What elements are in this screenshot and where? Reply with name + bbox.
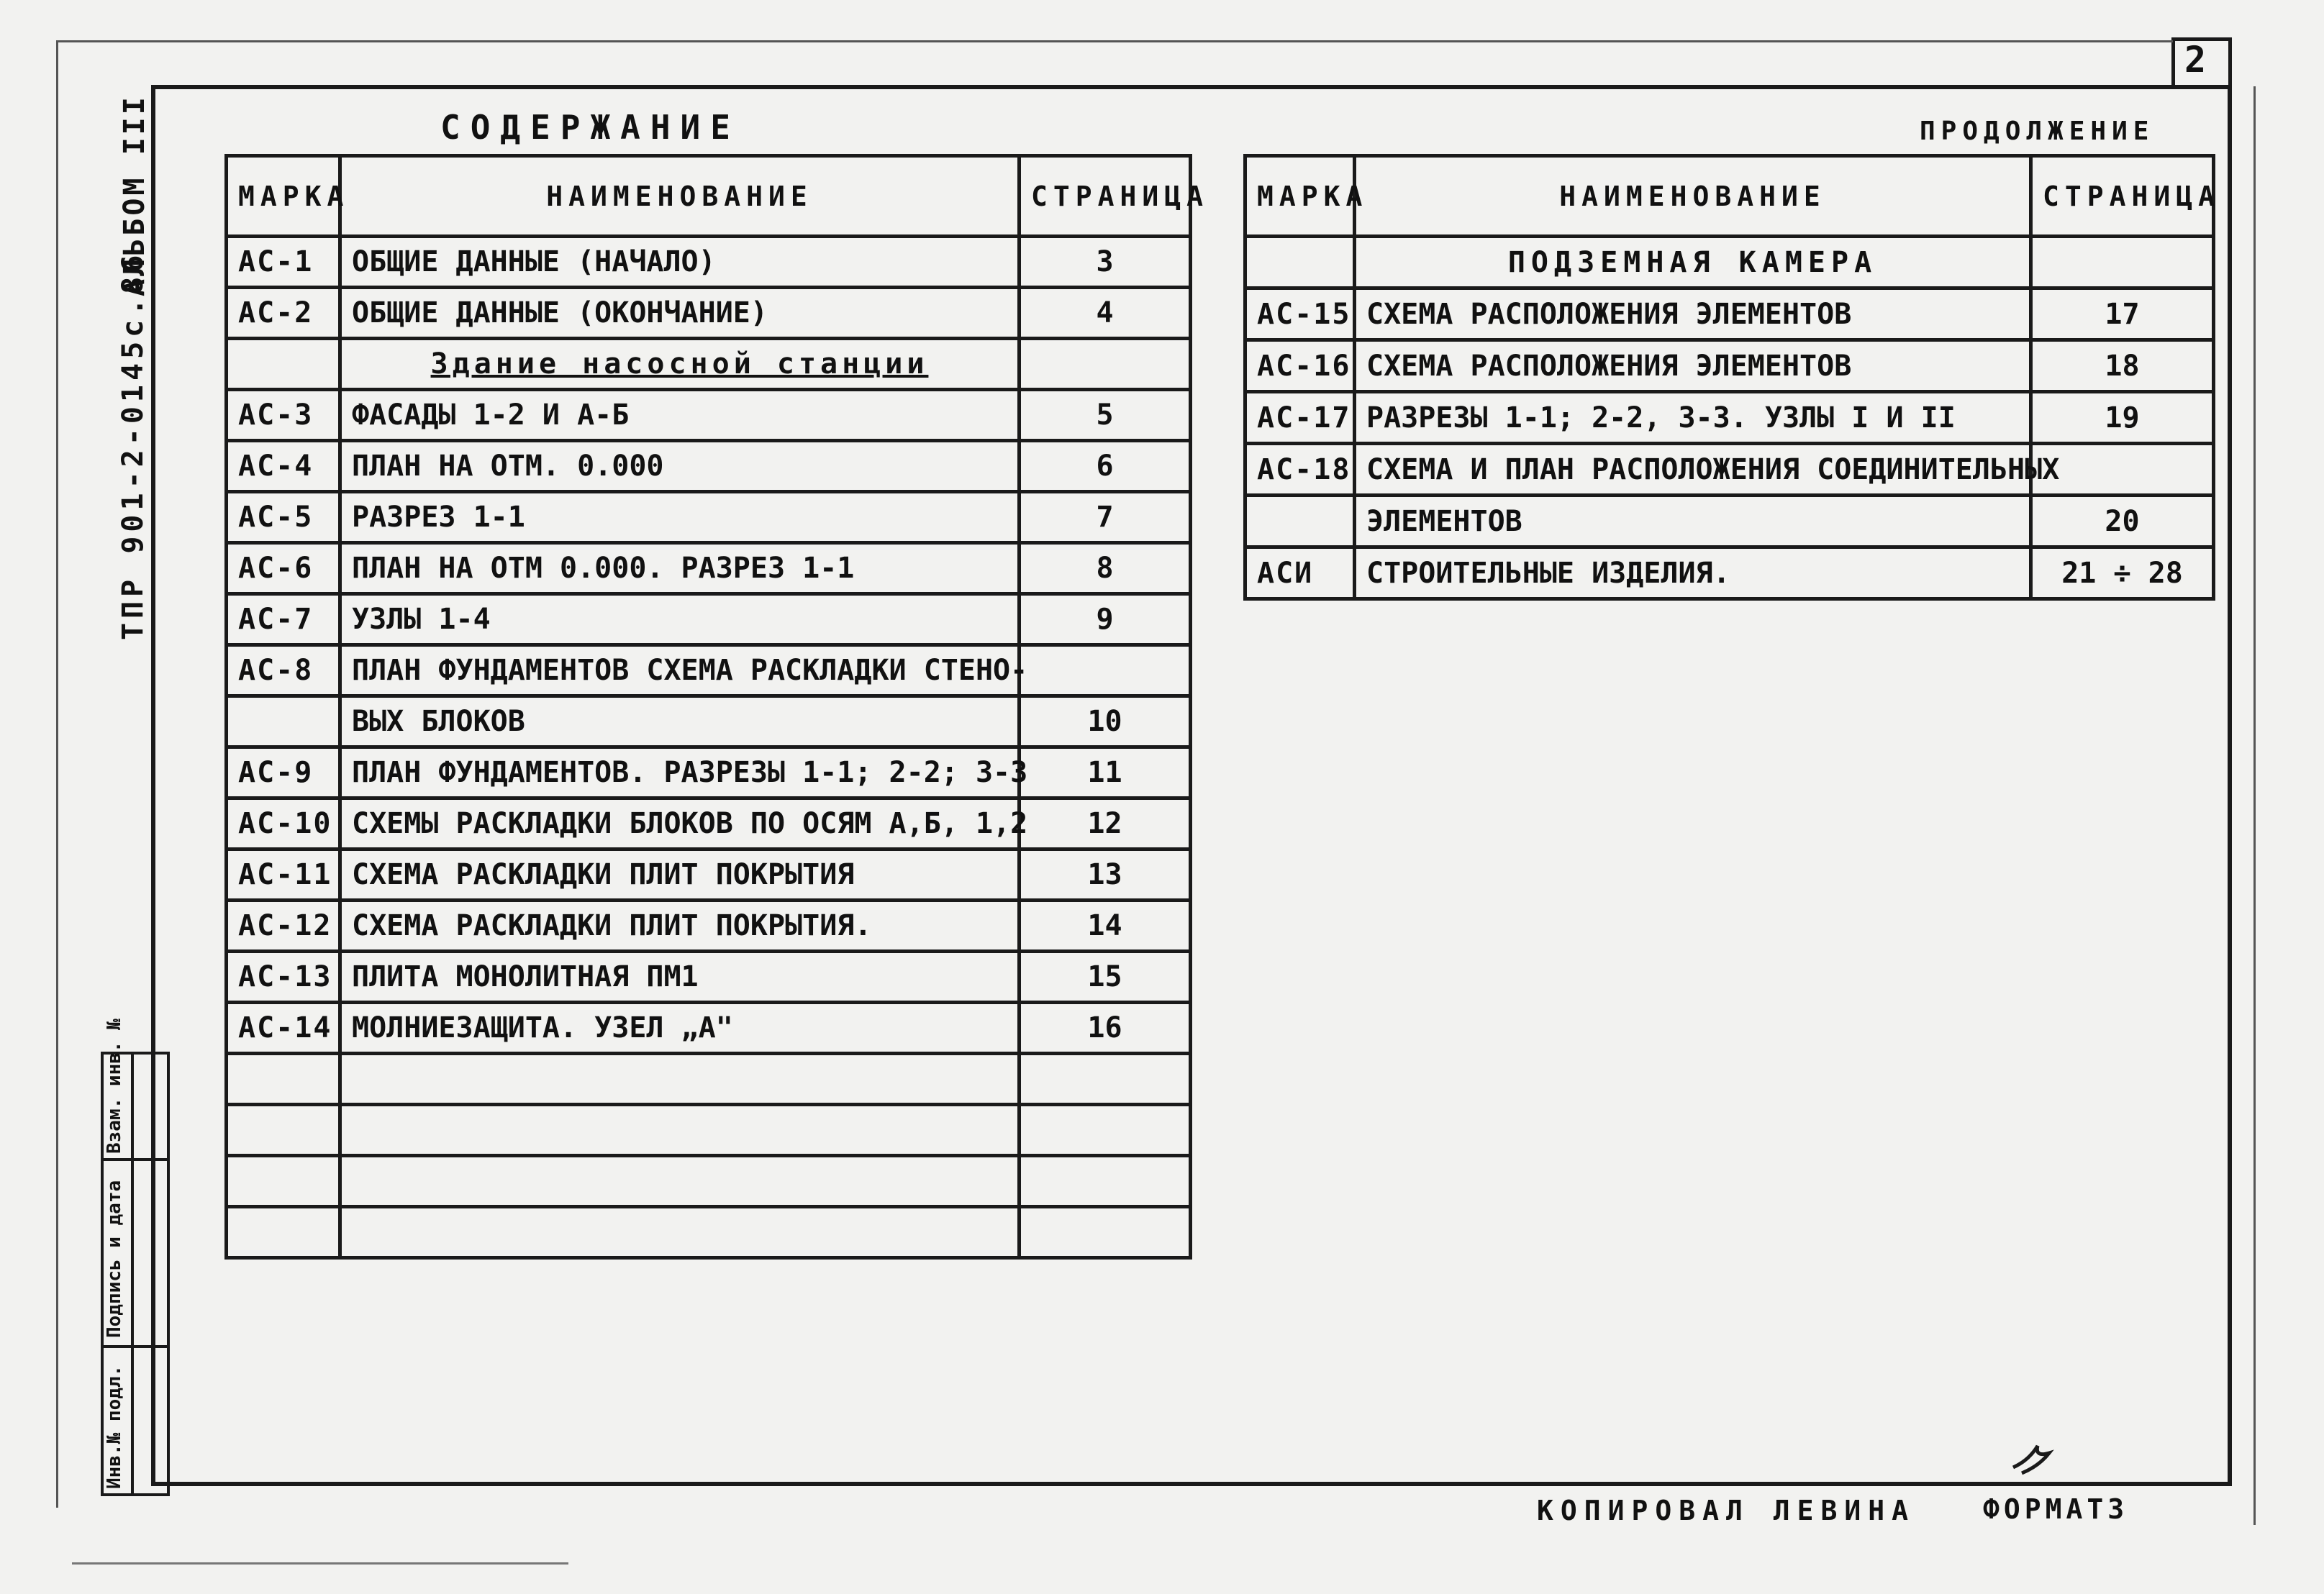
contents-title: СОДЕРЖАНИЕ (440, 108, 740, 147)
row-name: ПЛАН НА ОТМ. 0.000 (340, 441, 1020, 492)
row-code: АС-15 (1245, 288, 1355, 340)
row-page: 12 (1020, 798, 1191, 850)
header-name: НАИМЕНОВАНИЕ (340, 156, 1020, 237)
row-name: СХЕМА И ПЛАН РАСПОЛОЖЕНИЯ СОЕДИНИТЕЛЬНЫХ (1355, 444, 2031, 496)
table-row (227, 594, 1191, 645)
row-code: АС-3 (227, 390, 340, 441)
row-page: 15 (1020, 952, 1191, 1003)
row-code (1245, 496, 1355, 547)
row-page: 3 (1020, 237, 1191, 288)
row-name: ПЛИТА МОНОЛИТНАЯ ПМ1 (340, 952, 1020, 1003)
table-row (227, 696, 1191, 747)
row-page: 10 (1020, 696, 1191, 747)
row-name: МОЛНИЕЗАЩИТА. УЗЕЛ „А" (340, 1003, 1020, 1054)
table-row (227, 390, 1191, 441)
row-name (340, 1105, 1020, 1156)
row-code: АС-14 (227, 1003, 340, 1054)
header-code: МАРКА (1245, 156, 1355, 237)
sheet-number: 2 (2184, 39, 2207, 81)
row-page (1020, 645, 1191, 696)
row-name (340, 1207, 1020, 1258)
scan-edge-top (58, 40, 2173, 42)
row-code (227, 339, 340, 390)
header-page: СТРАНИЦА (1020, 156, 1191, 237)
row-page: 13 (1020, 850, 1191, 901)
table-row (227, 441, 1191, 492)
row-page (1020, 1207, 1191, 1258)
table-row (227, 747, 1191, 798)
row-page: 9 (1020, 594, 1191, 645)
row-name: ОБЩИЕ ДАННЫЕ (ОКОНЧАНИЕ) (340, 288, 1020, 339)
row-name: ВЫХ БЛОКОВ (340, 696, 1020, 747)
row-code (227, 1207, 340, 1258)
row-name: СХЕМА РАСКЛАДКИ ПЛИТ ПОКРЫТИЯ (340, 850, 1020, 901)
section-heading: ПОДЗЕМНАЯ КАМЕРА (1355, 237, 2031, 288)
archive-stamp-divider (131, 1052, 134, 1496)
row-page: 21 ÷ 28 (2031, 547, 2214, 599)
stamp-label-replace: Взам. инв. № (104, 1019, 125, 1154)
row-code: АС-18 (1245, 444, 1355, 496)
table-row (227, 952, 1191, 1003)
row-page: 20 (2031, 496, 2214, 547)
row-page: 17 (2031, 288, 2214, 340)
row-page: 7 (1020, 492, 1191, 543)
row-code: АС-12 (227, 901, 340, 952)
continuation-table (1243, 154, 2221, 601)
row-page: 19 (2031, 392, 2214, 444)
row-name: РАЗРЕЗЫ 1-1; 2-2, 3-3. УЗЛЫ I И II (1355, 392, 2031, 444)
sheet-format: ФОРМАТ3 (1983, 1493, 2129, 1525)
signature-mark (2007, 1431, 2065, 1482)
table-row (1245, 340, 2214, 392)
row-code (227, 696, 340, 747)
row-name: ПЛАН НА ОТМ 0.000. РАЗРЕЗ 1-1 (340, 543, 1020, 594)
table-row (1245, 392, 2214, 444)
table-row (1245, 288, 2214, 340)
scan-edge-left (56, 40, 58, 1508)
row-code: АС-7 (227, 594, 340, 645)
row-name: СХЕМЫ РАСКЛАДКИ БЛОКОВ ПО ОСЯМ А,Б, 1,2 (340, 798, 1020, 850)
scan-edge-bottom (72, 1562, 568, 1565)
scan-edge-right (2253, 86, 2256, 1525)
row-page (1020, 1156, 1191, 1207)
row-code (227, 1156, 340, 1207)
archive-stamp-cell-line-1 (101, 1345, 170, 1348)
table-row (1245, 547, 2214, 599)
album-label: АЛЬБОМ III (118, 94, 151, 296)
row-code: АС-16 (1245, 340, 1355, 392)
row-code: АС-5 (227, 492, 340, 543)
table-row (227, 543, 1191, 594)
row-name: РАЗРЕЗ 1-1 (340, 492, 1020, 543)
row-page: 6 (1020, 441, 1191, 492)
header-name: НАИМЕНОВАНИЕ (1355, 156, 2031, 237)
table-row (1245, 496, 2214, 547)
row-name: СХЕМА РАСПОЛОЖЕНИЯ ЭЛЕМЕНТОВ (1355, 340, 2031, 392)
table-row (227, 1156, 1191, 1207)
table-row (227, 901, 1191, 952)
row-name: ФАСАДЫ 1-2 И А-Б (340, 390, 1020, 441)
header-page: СТРАНИЦА (2031, 156, 2214, 237)
copied-by: КОПИРОВАЛ ЛЕВИНА (1537, 1495, 1916, 1526)
table-row (227, 1003, 1191, 1054)
row-name: СТРОИТЕЛЬНЫЕ ИЗДЕЛИЯ. (1355, 547, 2031, 599)
table-row (227, 798, 1191, 850)
row-name: СХЕМА РАСКЛАДКИ ПЛИТ ПОКРЫТИЯ. (340, 901, 1020, 952)
stamp-label-inv: Инв.№ подл. (104, 1365, 125, 1489)
table-row (1245, 237, 2214, 288)
row-code: АС-13 (227, 952, 340, 1003)
section-heading: Здание насосной станции (340, 339, 1020, 390)
row-page: 8 (1020, 543, 1191, 594)
row-page: 16 (1020, 1003, 1191, 1054)
row-name: СХЕМА РАСПОЛОЖЕНИЯ ЭЛЕМЕНТОВ (1355, 288, 2031, 340)
row-name: ПЛАН ФУНДАМЕНТОВ. РАЗРЕЗЫ 1-1; 2-2; 3-3 (340, 747, 1020, 798)
row-page (1020, 1105, 1191, 1156)
row-code (227, 1054, 340, 1105)
row-code: АС-1 (227, 237, 340, 288)
archive-stamp-cell-line-2 (101, 1158, 170, 1161)
table-header-row (227, 156, 1191, 237)
row-name: УЗЛЫ 1-4 (340, 594, 1020, 645)
row-name: ПЛАН ФУНДАМЕНТОВ СХЕМА РАСКЛАДКИ СТЕНО- (340, 645, 1020, 696)
continuation-title: ПРОДОЛЖЕНИЕ (1920, 117, 2155, 146)
row-page: 18 (2031, 340, 2214, 392)
table-row (227, 645, 1191, 696)
table-row (1245, 444, 2214, 496)
row-code: АС-11 (227, 850, 340, 901)
row-page: 4 (1020, 288, 1191, 339)
row-page: 5 (1020, 390, 1191, 441)
row-name: ЭЛЕМЕНТОВ (1355, 496, 2031, 547)
stamp-label-sign: Подпись и дата (104, 1180, 125, 1338)
table-row (227, 237, 1191, 288)
row-name (340, 1054, 1020, 1105)
row-code: АС-6 (227, 543, 340, 594)
table-row (227, 850, 1191, 901)
row-name (340, 1156, 1020, 1207)
table-header-row (1245, 156, 2214, 237)
row-page: 14 (1020, 901, 1191, 952)
row-code: АС-4 (227, 441, 340, 492)
side-code: ТПР 901-2-0145с.86 (117, 250, 150, 640)
row-code (1245, 237, 1355, 288)
row-page (2031, 237, 2214, 288)
row-code: АС-8 (227, 645, 340, 696)
row-code: АС-17 (1245, 392, 1355, 444)
table-row (227, 1105, 1191, 1156)
contents-table (224, 154, 1209, 1260)
row-code: АС-2 (227, 288, 340, 339)
row-page (1020, 1054, 1191, 1105)
row-code: АС-10 (227, 798, 340, 850)
row-page (1020, 339, 1191, 390)
header-code: МАРКА (227, 156, 340, 237)
table-row (227, 1054, 1191, 1105)
table-row (227, 288, 1191, 339)
row-code: АСИ (1245, 547, 1355, 599)
table-row (227, 1207, 1191, 1258)
row-code: АС-9 (227, 747, 340, 798)
table-row (227, 492, 1191, 543)
row-name: ОБЩИЕ ДАННЫЕ (НАЧАЛО) (340, 237, 1020, 288)
row-page: 11 (1020, 747, 1191, 798)
row-code (227, 1105, 340, 1156)
table-row (227, 339, 1191, 390)
